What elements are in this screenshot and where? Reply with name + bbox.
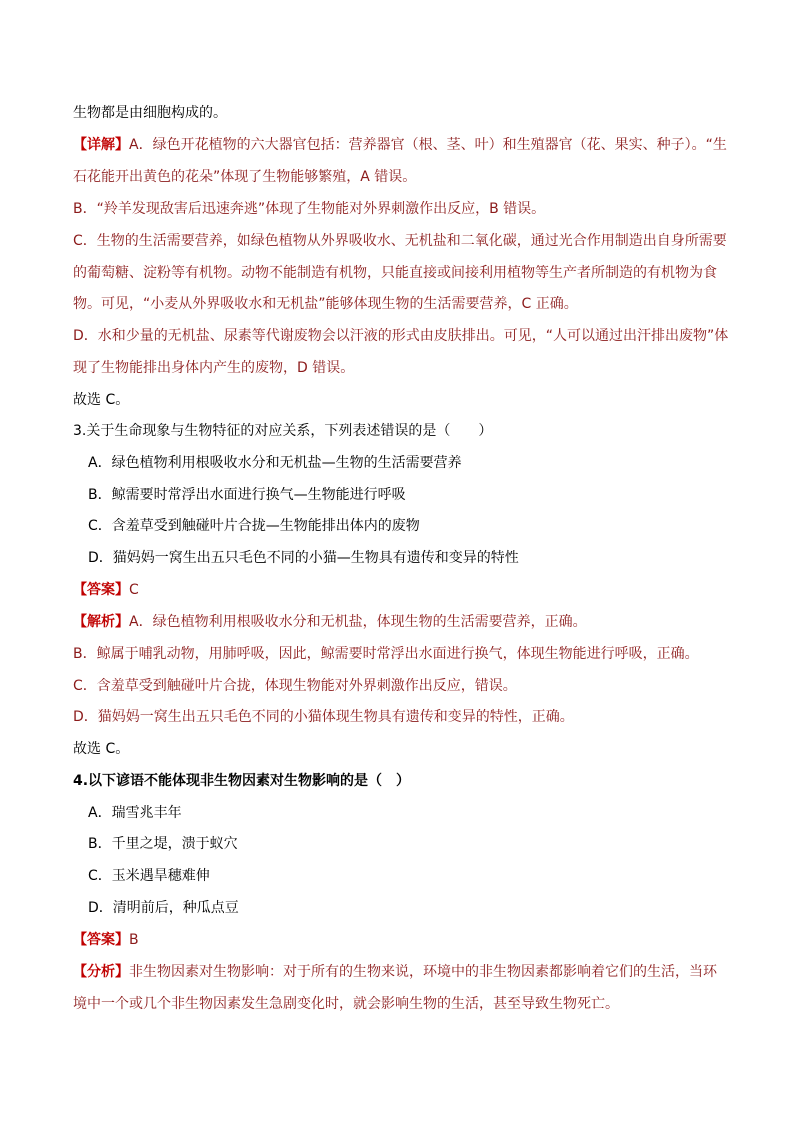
option-b [88,485,406,505]
choice-line [73,739,129,759]
analysis-text: C．含羞草受到触碰叶片合拢，体现生物能对外界刺激作出反应，错误。 [73,678,517,694]
analysis-tag: 【解析】 [73,614,129,630]
detail-text: A．绿色开花植物的六大器官包括：营养器官（根、茎、叶）和生殖器官（花、果实、种子）。“生 [129,137,727,153]
analysis-text: A．绿色植物利用根吸收水分和无机盐，体现生物的生活需要营养，正确。 [129,614,587,630]
detail-line [73,135,727,155]
text-line [73,103,227,123]
answer-line [73,930,139,950]
option-text: B．鲸需要时常浮出水面进行换气—生物能进行呼吸 [88,487,406,503]
option-text: A．瑞雪兆丰年 [88,805,182,821]
question-text: 4.以下谚语不能体现非生物因素对生物影响的是（ ） [73,773,411,789]
detail-text: 石花能开出黄色的花朵”体现了生物能够繁殖，A 错误。 [73,169,417,185]
detail-text: B．“羚羊发现敌害后迅速奔逃”体现了生物能对外界刺激作出反应，B 错误。 [73,201,546,217]
option-text: D．猫妈妈一窝生出五只毛色不同的小猫—生物具有遗传和变异的特性 [88,550,519,566]
detail-tag: 【详解】 [73,137,129,153]
detail-text: 物。可见，“小麦从外界吸收水和无机盐”能够体现生物的生活需要营养，C 正确。 [73,296,578,312]
choice-line [73,390,129,410]
paragraph-text: 生物都是由细胞构成的。 [73,105,227,121]
answer-tag: 【答案】 [73,582,129,598]
analysis-line [73,644,699,664]
detail-line [73,167,416,187]
detail-line [73,358,354,378]
question-text: 3.关于生命现象与生物特征的对应关系，下列表述错误的是（ ） [73,423,493,439]
analysis-text: 非生物因素对生物影响：对于所有的生物来说，环境中的非生物因素都影响着它们的生活，当环 [129,964,717,980]
option-c [88,516,420,536]
answer-text: C [129,582,139,598]
question-4 [73,771,410,791]
question-3 [73,421,492,441]
option-d [88,548,519,568]
analysis-text: B．鲸属于哺乳动物，用肺呼吸，因此，鲸需要时常浮出水面进行换气，体现生物能进行呼吸，正确。 [73,646,699,662]
analysis-line [73,994,619,1014]
analysis-line [73,676,517,696]
analysis-tag: 【分析】 [73,964,129,980]
analysis-line [73,962,717,982]
detail-text: 的葡萄糖、淀粉等有机物。动物不能制造有机物，只能直接或间接利用植物等生产者所制造的有机物为食 [73,265,717,281]
option-text: C．含羞草受到触碰叶片合拢—生物能排出体内的废物 [88,518,420,534]
option-a [88,453,462,473]
option-text: B．千里之堤，溃于蚁穴 [88,836,238,852]
answer-text: B [129,932,139,948]
option-text: C．玉米遇旱穗难伸 [88,868,210,884]
answer-line [73,580,139,600]
answer-tag: 【答案】 [73,932,129,948]
paragraph-text: 故选 C。 [73,392,130,408]
analysis-line [73,612,587,632]
detail-line [73,231,727,251]
detail-text: C．生物的生活需要营养，如绿色植物从外界吸收水、无机盐和二氧化碳，通过光合作用制造出自身所需要 [73,233,727,249]
paragraph-text: 故选 C。 [73,741,130,757]
analysis-text: 境中一个或几个非生物因素发生急剧变化时，就会影响生物的生活，甚至导致生物死亡。 [73,996,619,1012]
detail-line [73,326,728,346]
option-d [88,898,239,918]
detail-line [73,199,545,219]
option-text: D．清明前后，种瓜点豆 [88,900,239,916]
analysis-line [73,707,574,727]
detail-text: D．水和少量的无机盐、尿素等代谢废物会以汗液的形式由皮肤排出。可见，“人可以通过出汗排出废物”体 [73,328,729,344]
option-c [88,866,210,886]
option-b [88,834,238,854]
detail-text: 现了生物能排出身体内产生的废物，D 错误。 [73,360,355,376]
detail-line [73,263,717,283]
option-text: A．绿色植物利用根吸收水分和无机盐—生物的生活需要营养 [88,455,462,471]
option-a [88,803,182,823]
analysis-text: D．猫妈妈一窝生出五只毛色不同的小猫体现生物具有遗传和变异的特性，正确。 [73,709,574,725]
detail-line [73,294,578,314]
